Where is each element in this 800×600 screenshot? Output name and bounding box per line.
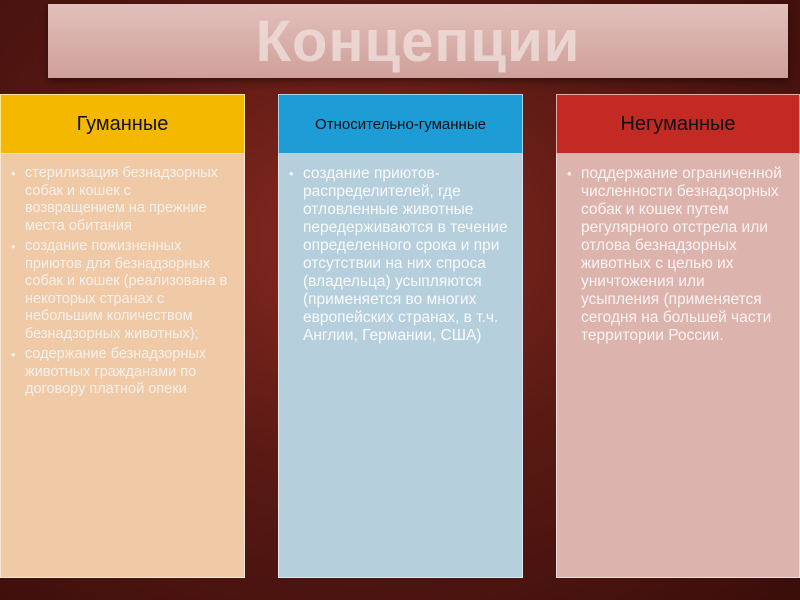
list-item: • создание приютов-распределителей, где отловленные животные передерживаются в течение определенного срока и при отсутствии на них спроса (владельца) усыпляются (применяется во многих европейских странах, в т.ч. Англии, Германии, США) (285, 165, 510, 345)
list-item: • содержание безнадзорных животных гражданами по договору платной опеки (7, 346, 232, 399)
column-header-humane: Гуманные (0, 94, 245, 154)
column-humane (0, 94, 245, 578)
column-body-humane (0, 154, 245, 578)
column-body-relatively-humane (278, 154, 523, 578)
list-item: • создание пожизненных приютов для безнадзорных собак и кошек (реализована в некоторых странах с небольшим количеством безнадзорных животных); (7, 238, 232, 343)
column-header-relatively-humane: Относительно-гуманные (278, 94, 523, 154)
title-banner (48, 4, 788, 78)
column-inhumane (556, 94, 800, 578)
column-relatively-humane (278, 94, 523, 578)
list-item: • стерилизация безнадзорных собак и кошек с возвращением на прежние места обитания (7, 165, 232, 235)
list-item: • поддержание ограниченной численности безнадзорных собак и кошек путем регулярного отстрела или отлова безнадзорных животных с целью их уничтожения или усыпления (применяется сегодня на большей части территории России. (563, 165, 787, 345)
column-header-inhumane: Негуманные (556, 94, 800, 154)
slide-title: Концепции (255, 8, 581, 74)
column-body-inhumane (556, 154, 800, 578)
